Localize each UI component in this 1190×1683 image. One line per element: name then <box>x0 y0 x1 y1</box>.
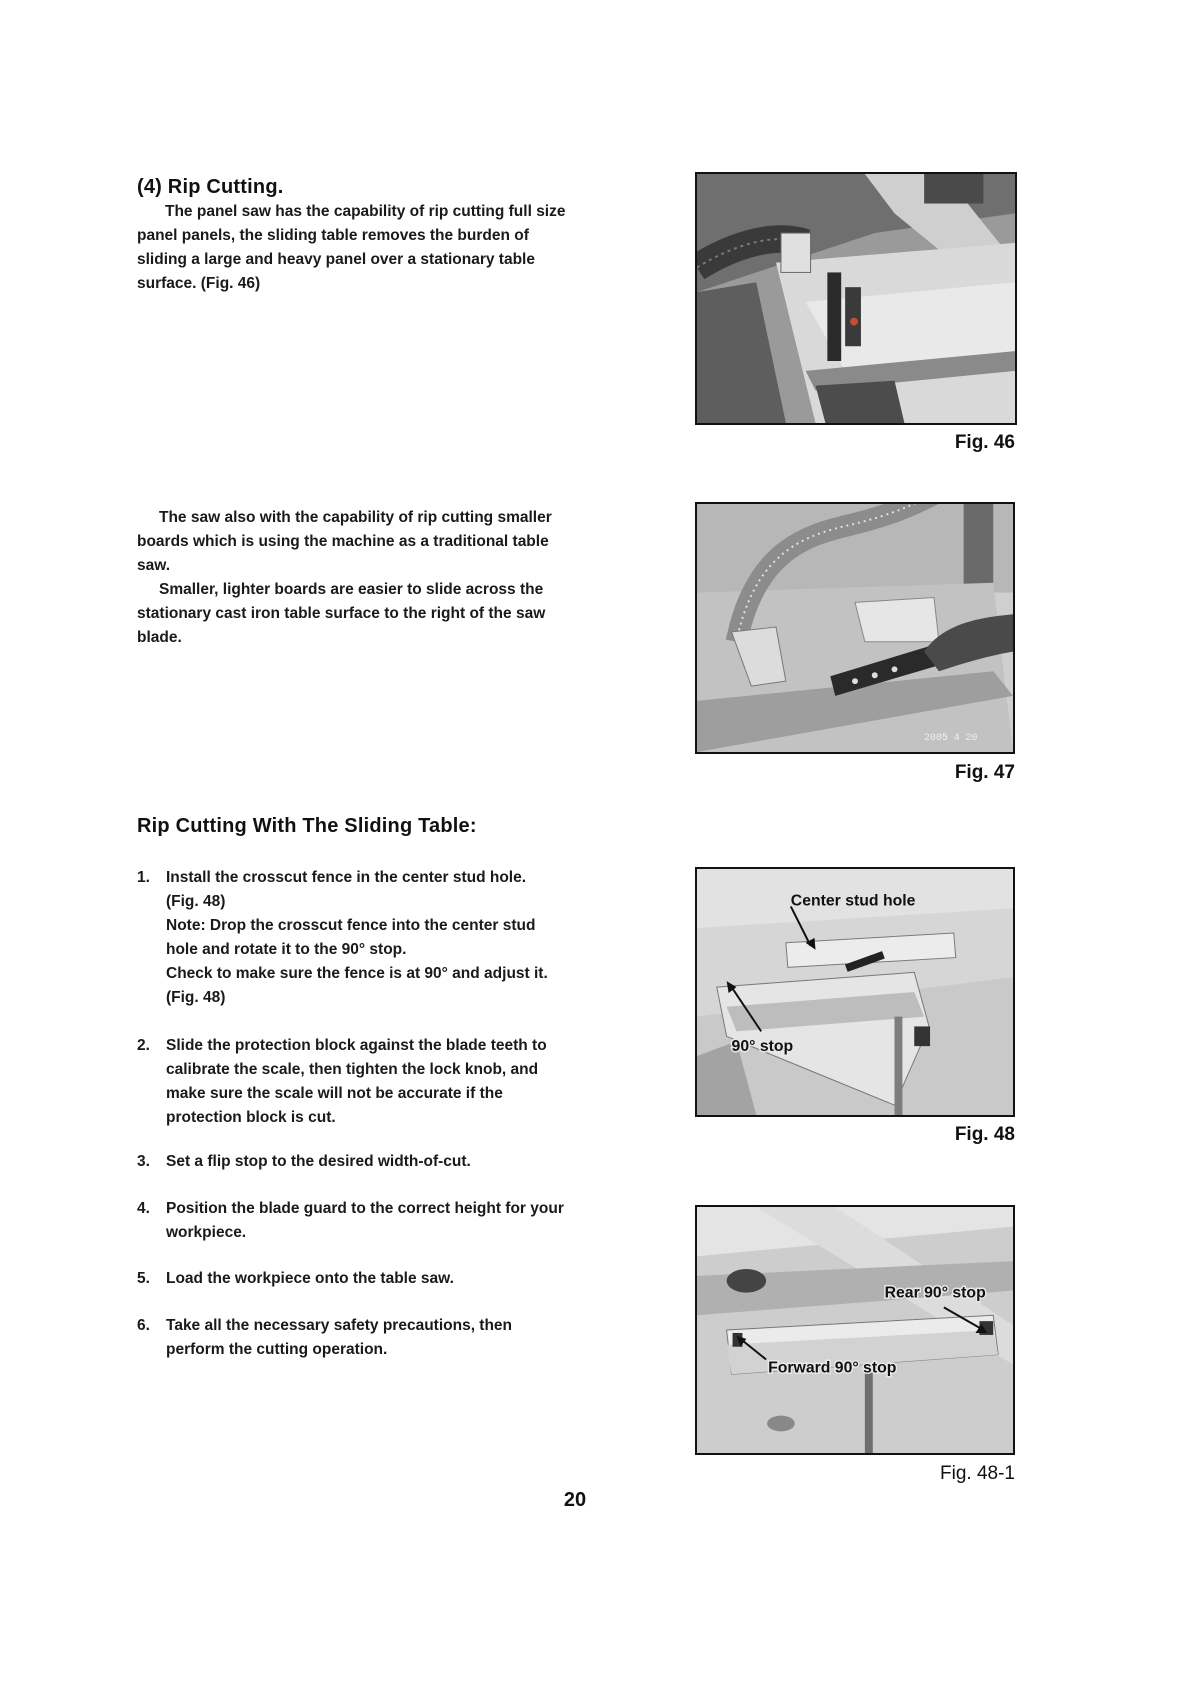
step-line: Load the workpiece onto the table saw. <box>166 1270 454 1287</box>
step-line: make sure the scale will not be accurate if the <box>166 1085 503 1102</box>
fig48-callout-center-stud-hole: Center stud hole <box>790 892 916 910</box>
step-line: Install the crosscut fence in the center stud hole. <box>166 869 527 886</box>
step-line: perform the cutting operation. <box>166 1341 388 1358</box>
step-line: (Fig. 48) <box>166 989 226 1006</box>
small-boards-paragraph <box>137 506 597 650</box>
step-line: calibrate the scale, then tighten the lock knob, and <box>166 1061 539 1078</box>
step-line: Position the blade guard to the correct height for your <box>166 1200 564 1217</box>
text-line: The panel saw has the capability of rip cutting full size <box>165 203 566 220</box>
fig47-caption: Fig. 47 <box>954 762 1015 783</box>
fig48-1-illustration <box>697 1207 1013 1453</box>
step-line: hole and rotate it to the 90° stop. <box>166 941 407 958</box>
fig48-callout-90-stop: 90° stop <box>731 1038 794 1056</box>
text-line: sliding a large and heavy panel over a stationary table <box>137 251 535 268</box>
fig46-illustration <box>697 174 1015 423</box>
step-item-4 <box>137 1197 597 1245</box>
section-heading-sliding-table: Rip Cutting With The Sliding Table: <box>137 815 477 837</box>
step-line: Check to make sure the fence is at 90° and adjust it. <box>166 965 548 982</box>
step-number: 1. <box>137 869 150 886</box>
text-line: stationary cast iron table surface to the right of the saw <box>137 605 546 622</box>
text-line: surface. (Fig. 46) <box>137 275 261 292</box>
fig46-photo <box>695 172 1017 425</box>
step-line: Take all the necessary safety precautions, then <box>166 1317 513 1334</box>
step-item-1 <box>137 866 597 1010</box>
fig48-photo <box>695 867 1015 1117</box>
step-item-2 <box>137 1034 597 1130</box>
fig48-1-photo <box>695 1205 1015 1455</box>
step-number: 4. <box>137 1200 150 1217</box>
text-line: blade. <box>137 629 182 646</box>
fig46-caption: Fig. 46 <box>954 432 1015 453</box>
fig48-1-callout-rear-stop: Rear 90° stop <box>884 1284 986 1302</box>
step-line: protection block is cut. <box>166 1109 336 1126</box>
text-line: The saw also with the capability of rip cutting smaller <box>159 509 552 526</box>
fig48-1-callout-forward-stop: Forward 90° stop <box>768 1359 897 1377</box>
step-item-6 <box>137 1314 597 1362</box>
step-line: (Fig. 48) <box>166 893 226 910</box>
step-item-3 <box>137 1150 597 1174</box>
step-line: Slide the protection block against the blade teeth to <box>166 1037 547 1054</box>
fig47-illustration <box>697 504 1013 752</box>
step-number: 5. <box>137 1270 150 1287</box>
step-number: 2. <box>137 1037 150 1054</box>
section-heading-rip-cutting: (4) Rip Cutting. <box>137 176 284 198</box>
fig47-timestamp: 2005 4 20 <box>924 732 978 744</box>
text-line: Smaller, lighter boards are easier to slide across the <box>159 581 544 598</box>
text-line: panel panels, the sliding table removes the burden of <box>137 227 529 244</box>
fig48-caption: Fig. 48 <box>954 1124 1015 1145</box>
fig48-1-caption: Fig. 48-1 <box>940 1463 1015 1484</box>
step-line: workpiece. <box>166 1224 247 1241</box>
text-line: saw. <box>137 557 171 574</box>
fig48-illustration <box>697 869 1013 1115</box>
step-line: Set a flip stop to the desired width-of-cut. <box>166 1153 471 1170</box>
page-number: 20 <box>563 1489 587 1511</box>
step-line: Note: Drop the crosscut fence into the center stud <box>166 917 536 934</box>
step-number: 6. <box>137 1317 150 1334</box>
fig47-photo <box>695 502 1015 754</box>
step-number: 3. <box>137 1153 150 1170</box>
intro-paragraph <box>137 200 597 296</box>
step-item-5 <box>137 1267 597 1291</box>
text-line: boards which is using the machine as a traditional table <box>137 533 549 550</box>
